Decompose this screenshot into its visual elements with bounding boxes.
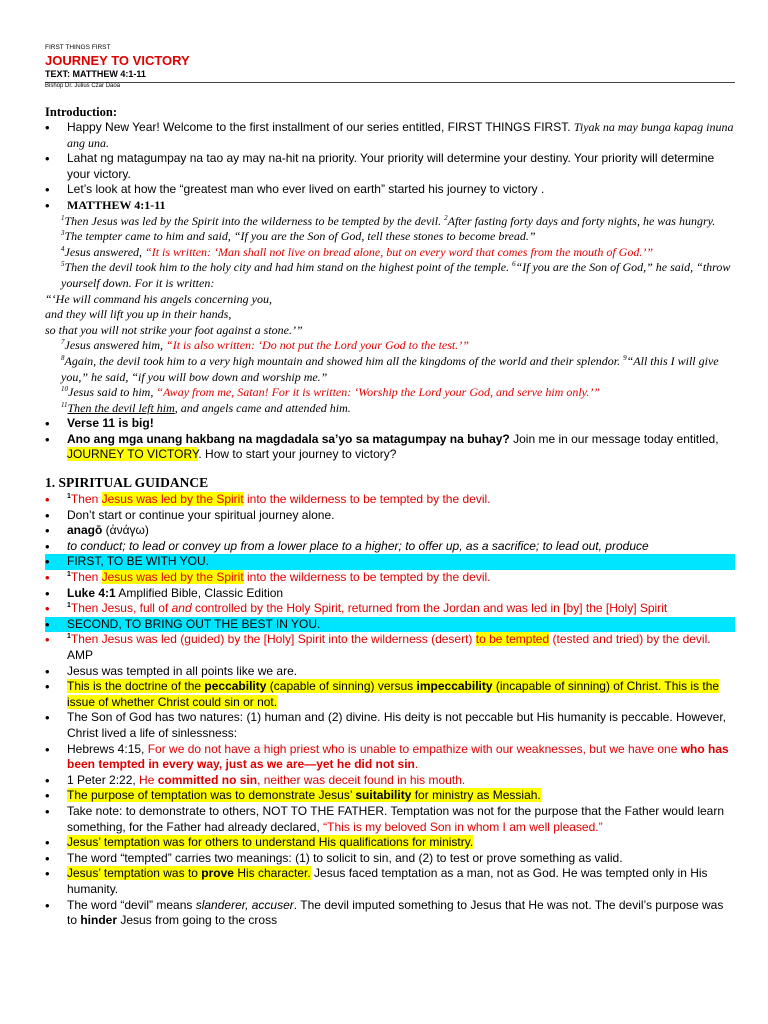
- list-item: • The Son of God has two natures: (1) human and (2) divine. His deity is not peccable but His humanity is peccable. However, Christ lived a life of sinlessness:: [45, 710, 735, 741]
- list-item: • Happy New Year! Welcome to the first installment of our series entitled, FIRST THINGS FIRST. Tiyak na may bunga kapag inuna ang una.: [45, 120, 735, 151]
- section-list: [45, 492, 735, 929]
- list-item: • The word “devil” means slanderer, accuser. The devil imputed something to Jesus that He was not. The devil’s purpose was to hinder Jesus from going to the cross: [45, 898, 735, 929]
- author-line: Bishop Dr. Julius Czar Daoa: [45, 83, 121, 89]
- list-item: • Jesus’ temptation was for others to understand His qualifications for ministry.: [45, 835, 735, 851]
- list-item: • Jesus’ temptation was to prove His character. Jesus faced temptation as a man, not as God. He was tempted only in His humanity.: [45, 866, 735, 897]
- after-passage-list: [45, 416, 735, 463]
- list-item: • Lahat ng matagumpay na tao ay may na-hit na priority. Your priority will determine your destiny. Your priority will determine your victory.: [45, 151, 735, 182]
- intro-heading: Introduction:: [45, 105, 118, 119]
- intro-list: [45, 120, 735, 214]
- list-item: • $^1$Then Jesus, full of and controlled by the Holy Spirit, returned from the Jordan and was led in [by] the [Holy] Spirit: [45, 601, 735, 617]
- list-item: • Jesus was tempted in all points like we are.: [45, 664, 735, 680]
- list-item: • This is the doctrine of the peccability (capable of sinning) versus impeccability (incapable of sinning) of Christ. This is the issue of whether Christ could sin or not.: [45, 679, 735, 710]
- list-item: • Don’t start or continue your spiritual journey alone.: [45, 508, 735, 524]
- document-page: [45, 44, 735, 929]
- list-item: • $^1$Then Jesus was led by the Spirit into the wilderness to be tempted by the devil.: [45, 492, 735, 508]
- list-item: • SECOND, TO BRING OUT THE BEST IN YOU.: [45, 617, 735, 633]
- list-item: • $^1$Then Jesus was led by the Spirit into the wilderness to be tempted by the devil.: [45, 570, 735, 586]
- list-item: • The purpose of temptation was to demonstrate Jesus’ suitability for ministry as Messiah.: [45, 788, 735, 804]
- scripture-passage: $^1$Then Jesus was led by the Spirit into the wilderness to be tempted by the devil. $^2$After fasting forty days and forty nights, he was hungry. $^3$The tempter came to him and said, “If you are the Son of God, tell these stones to become bread.” $^4$Jesus answered, “It is written: ‘Man shall not live on bread alone, but on every word that comes from the mouth of God.’” $^5$Then the devil took him to the holy city and had him stand on the highest point of the temple. $^6$“If you are the Son of God,” he said, “throw yourself down. For it is written: “‘He will command his angels concerning you, and they will lift you up in their hands, so that you will not strike your foot against a stone.’” $^7$Jesus answered him, “It is also written: ‘Do not put the Lord your God to the test.’” $^8$Again, the devil took him to a very high mountain and showed him all the kingdoms of the world and their splendor. $^9$“All this I will give you,” he said, “if you will bow down and worship me.” $^{10}$Jesus said to him, “Away from me, Satan! For it is written: ‘Worship the Lord your God, and serve him only.’” $^{11}$Then the devil left him, and angels came and attended him.: [45, 213, 731, 415]
- list-item: • The word “tempted” carries two meanings: (1) to solicit to sin, and (2) to test or prove something as valid.: [45, 851, 735, 867]
- list-item: • MATTHEW 4:1-11: [45, 198, 735, 214]
- list-item: • Let’s look at how the “greatest man who ever lived on earth” started his journey to victory .: [45, 182, 735, 198]
- list-item: • Luke 4:1 Amplified Bible, Classic Edition: [45, 586, 735, 602]
- list-item: • Verse 11 is big!: [45, 416, 735, 432]
- list-item: • anagō (ἀνάγω): [45, 523, 735, 539]
- series-label: FIRST THINGS FIRST: [45, 44, 111, 51]
- list-item: • FIRST, TO BE WITH YOU.: [45, 554, 735, 570]
- list-item: • Hebrews 4:15, For we do not have a high priest who is unable to empathize with our weaknesses, but we have one who has been tempted in every way, just as we are—yet he did not sin.: [45, 742, 735, 773]
- list-item: • to conduct; to lead or convey up from a lower place to a higher; to offer up, as a sacrifice; to lead out, produce: [45, 539, 735, 555]
- sermon-title: JOURNEY TO VICTORY: [45, 53, 190, 68]
- list-item: • Ano ang mga unang hakbang na magdadala sa’yo sa matagumpay na buhay? Join me in our message today entitled, JOURNEY TO VICTORY. How to start your journey to victory?: [45, 432, 735, 463]
- list-item: • Take note: to demonstrate to others, NOT TO THE FATHER. Temptation was not for the purpose that the Father would learn something, for the Father had already declared, “This is my beloved Son in whom I am well pleased.”: [45, 804, 735, 835]
- list-item: • 1 Peter 2:22, He committed no sin, neither was deceit found in his mouth.: [45, 773, 735, 789]
- list-item: • $^1$Then Jesus was led (guided) by the [Holy] Spirit into the wilderness (desert) to be tempted (tested and tried) by the devil. AMP: [45, 632, 735, 663]
- section-heading: 1. SPIRITUAL GUIDANCE: [45, 475, 209, 491]
- scripture-text-line: TEXT: MATTHEW 4:1-11: [45, 69, 146, 79]
